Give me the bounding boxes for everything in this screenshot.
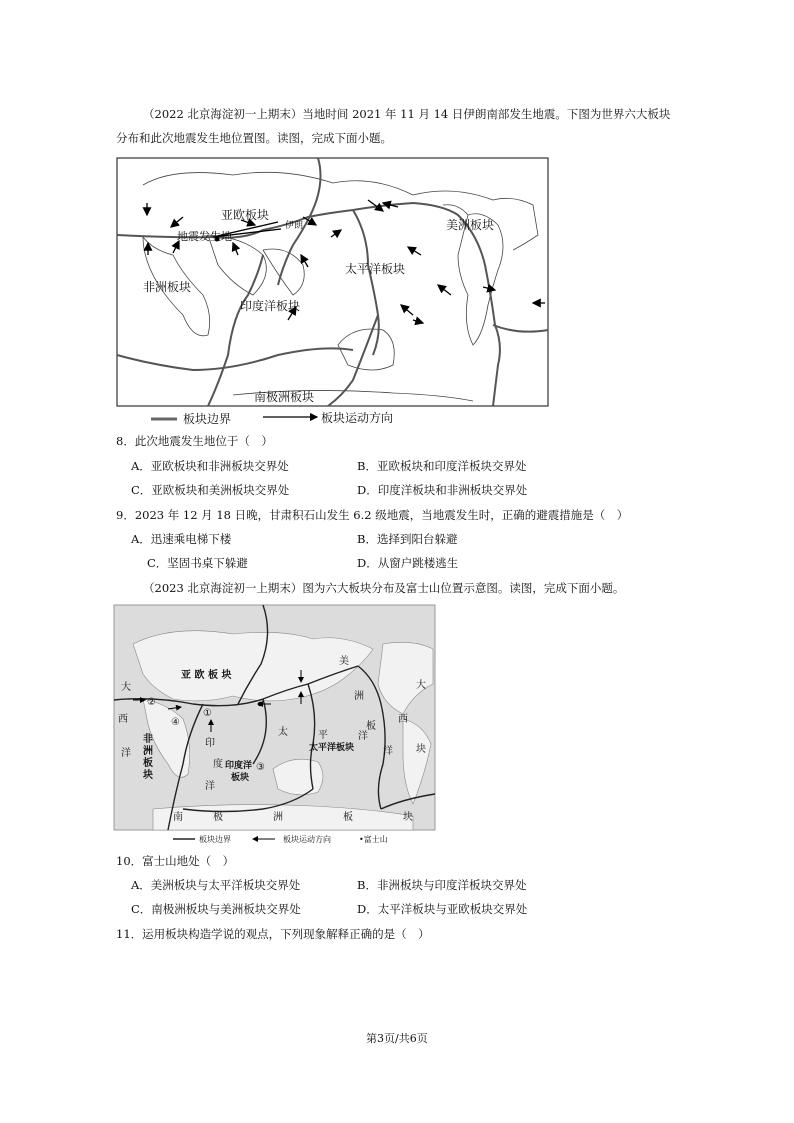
q9-option-a[interactable]: A．迅速乘电梯下楼 bbox=[131, 532, 232, 546]
map2-label-xi-left: 西 bbox=[118, 714, 128, 725]
map1-label-pacific: 太平洋板块 bbox=[345, 262, 406, 276]
world-plates-map-1 bbox=[113, 155, 553, 429]
map2-label-antarctic-4: 板 bbox=[343, 812, 353, 823]
world-plates-map-2 bbox=[113, 604, 437, 848]
map1-label-iran: 伊朗 bbox=[285, 221, 304, 231]
map1-label-quake: 地震发生地 bbox=[177, 230, 232, 243]
map2-label-da-left: 大 bbox=[121, 682, 131, 693]
q10-stem: 10．富士山地处（ ） bbox=[116, 854, 235, 868]
map2-label-tai: 太 bbox=[278, 727, 288, 738]
map2-label-african-2: 洲 bbox=[143, 746, 153, 757]
map1-legend-direction: 板块运动方向 bbox=[321, 411, 394, 425]
q8-option-a[interactable]: A．亚欧板块和非洲板块交界处 bbox=[131, 459, 289, 473]
map2-label-du: 度 bbox=[213, 759, 223, 770]
q10-option-d[interactable]: D．太平洋板块与亚欧板块交界处 bbox=[357, 902, 528, 916]
map2-fuji-dot bbox=[258, 702, 262, 706]
map2-label-african-4: 块 bbox=[143, 770, 153, 781]
map1-legend-boundary: 板块边界 bbox=[183, 412, 232, 426]
map2-label-antarctic-2: 极 bbox=[213, 812, 223, 823]
map2-label-yang-c: 洋 bbox=[205, 781, 215, 792]
map2-label-pacific: 太平洋板块 bbox=[309, 743, 355, 753]
map2-label-yang-p: 洋 bbox=[358, 731, 368, 742]
map1-label-american: 美洲板块 bbox=[446, 218, 495, 232]
map1-label-eurasian: 亚欧板块 bbox=[221, 208, 270, 222]
map2-label-ping: 平 bbox=[318, 730, 328, 741]
q11-stem: 11．运用板块构造学说的观点，下列现象解释正确的是（ ） bbox=[116, 927, 430, 941]
map2-label-xi-right: 西 bbox=[398, 714, 408, 725]
intro-line-2: 分布和此次地震发生地位置图。读图，完成下面小题。 bbox=[116, 131, 392, 145]
q9-option-c[interactable]: C．坚固书桌下躲避 bbox=[147, 556, 248, 570]
q8-option-c[interactable]: C．亚欧板块和美洲板块交界处 bbox=[131, 483, 290, 497]
map2-label-antarctic-1: 南 bbox=[173, 812, 183, 823]
q9-stem: 9．2023 年 12 月 18 日晚，甘肃积石山发生 6.2 级地震，当地震发生时，正确的避震措施是（ ） bbox=[116, 508, 629, 522]
map2-label-indian-1: 印度洋 bbox=[225, 761, 253, 771]
map2-label-eurasian: 亚 欧 板 块 bbox=[181, 670, 232, 681]
q8-stem: 8．此次地震发生地位于（ ） bbox=[116, 434, 273, 448]
map2-label-yin: 印 bbox=[205, 738, 215, 749]
map2-legend-direction: 板块运动方向 bbox=[283, 835, 331, 844]
q10-option-b[interactable]: B．非洲板块与印度洋板块交界处 bbox=[357, 878, 527, 892]
map2-label-mei: 美 bbox=[339, 656, 349, 667]
map2-marker-1: ① bbox=[203, 708, 212, 719]
map1-label-indian: 印度洋板块 bbox=[240, 299, 301, 313]
q9-option-d[interactable]: D．从窗户跳楼逃生 bbox=[357, 556, 459, 570]
map2-label-yang-right: 洋 bbox=[383, 746, 393, 757]
intro-2: （2023 北京海淀初一上期末）图为六大板块分布及富士山位置示意图。读图，完成下面小题。 bbox=[143, 581, 625, 595]
page-footer: 第3页/共6页 bbox=[366, 1032, 428, 1045]
map2-label-african-3: 板 bbox=[143, 758, 153, 769]
map2-label-antarctic-5: 块 bbox=[403, 812, 413, 823]
intro-line-1: （2022 北京海淀初一上期末）当地时间 2021 年 11 月 14 日伊朗南部发生地震。下图为世界六大板块 bbox=[143, 107, 671, 121]
q10-option-c[interactable]: C．南极洲板块与美洲板块交界处 bbox=[131, 902, 301, 916]
map2-label-zhou: 洲 bbox=[354, 691, 364, 702]
map2-label-yang-left: 洋 bbox=[121, 748, 131, 759]
map2-label-ban: 板 bbox=[366, 721, 376, 732]
map2-label-african-1: 非 bbox=[143, 734, 153, 745]
map2-marker-4: ④ bbox=[171, 717, 180, 728]
q8-option-b[interactable]: B．亚欧板块和印度洋板块交界处 bbox=[357, 459, 527, 473]
map2-label-antarctic-3: 洲 bbox=[273, 812, 283, 823]
map2-legend-fuji: •富士山 bbox=[359, 835, 388, 844]
map1-label-african: 非洲板块 bbox=[143, 280, 192, 294]
map2-label-indian-2: 板块 bbox=[231, 773, 250, 783]
map2-label-kuai: 块 bbox=[416, 744, 426, 755]
map2-marker-2: ② bbox=[147, 697, 156, 708]
map2-label-da-right: 大 bbox=[416, 680, 426, 691]
map2-marker-3: ③ bbox=[256, 762, 265, 773]
map2-legend-boundary: 板块边界 bbox=[199, 835, 231, 844]
q8-option-d[interactable]: D．印度洋板块和非洲板块交界处 bbox=[357, 483, 528, 497]
map1-label-antarctic: 南极洲板块 bbox=[254, 390, 315, 404]
q9-option-b[interactable]: B．选择到阳台躲避 bbox=[357, 532, 458, 546]
q10-option-a[interactable]: A．美洲板块与太平洋板块交界处 bbox=[131, 878, 301, 892]
